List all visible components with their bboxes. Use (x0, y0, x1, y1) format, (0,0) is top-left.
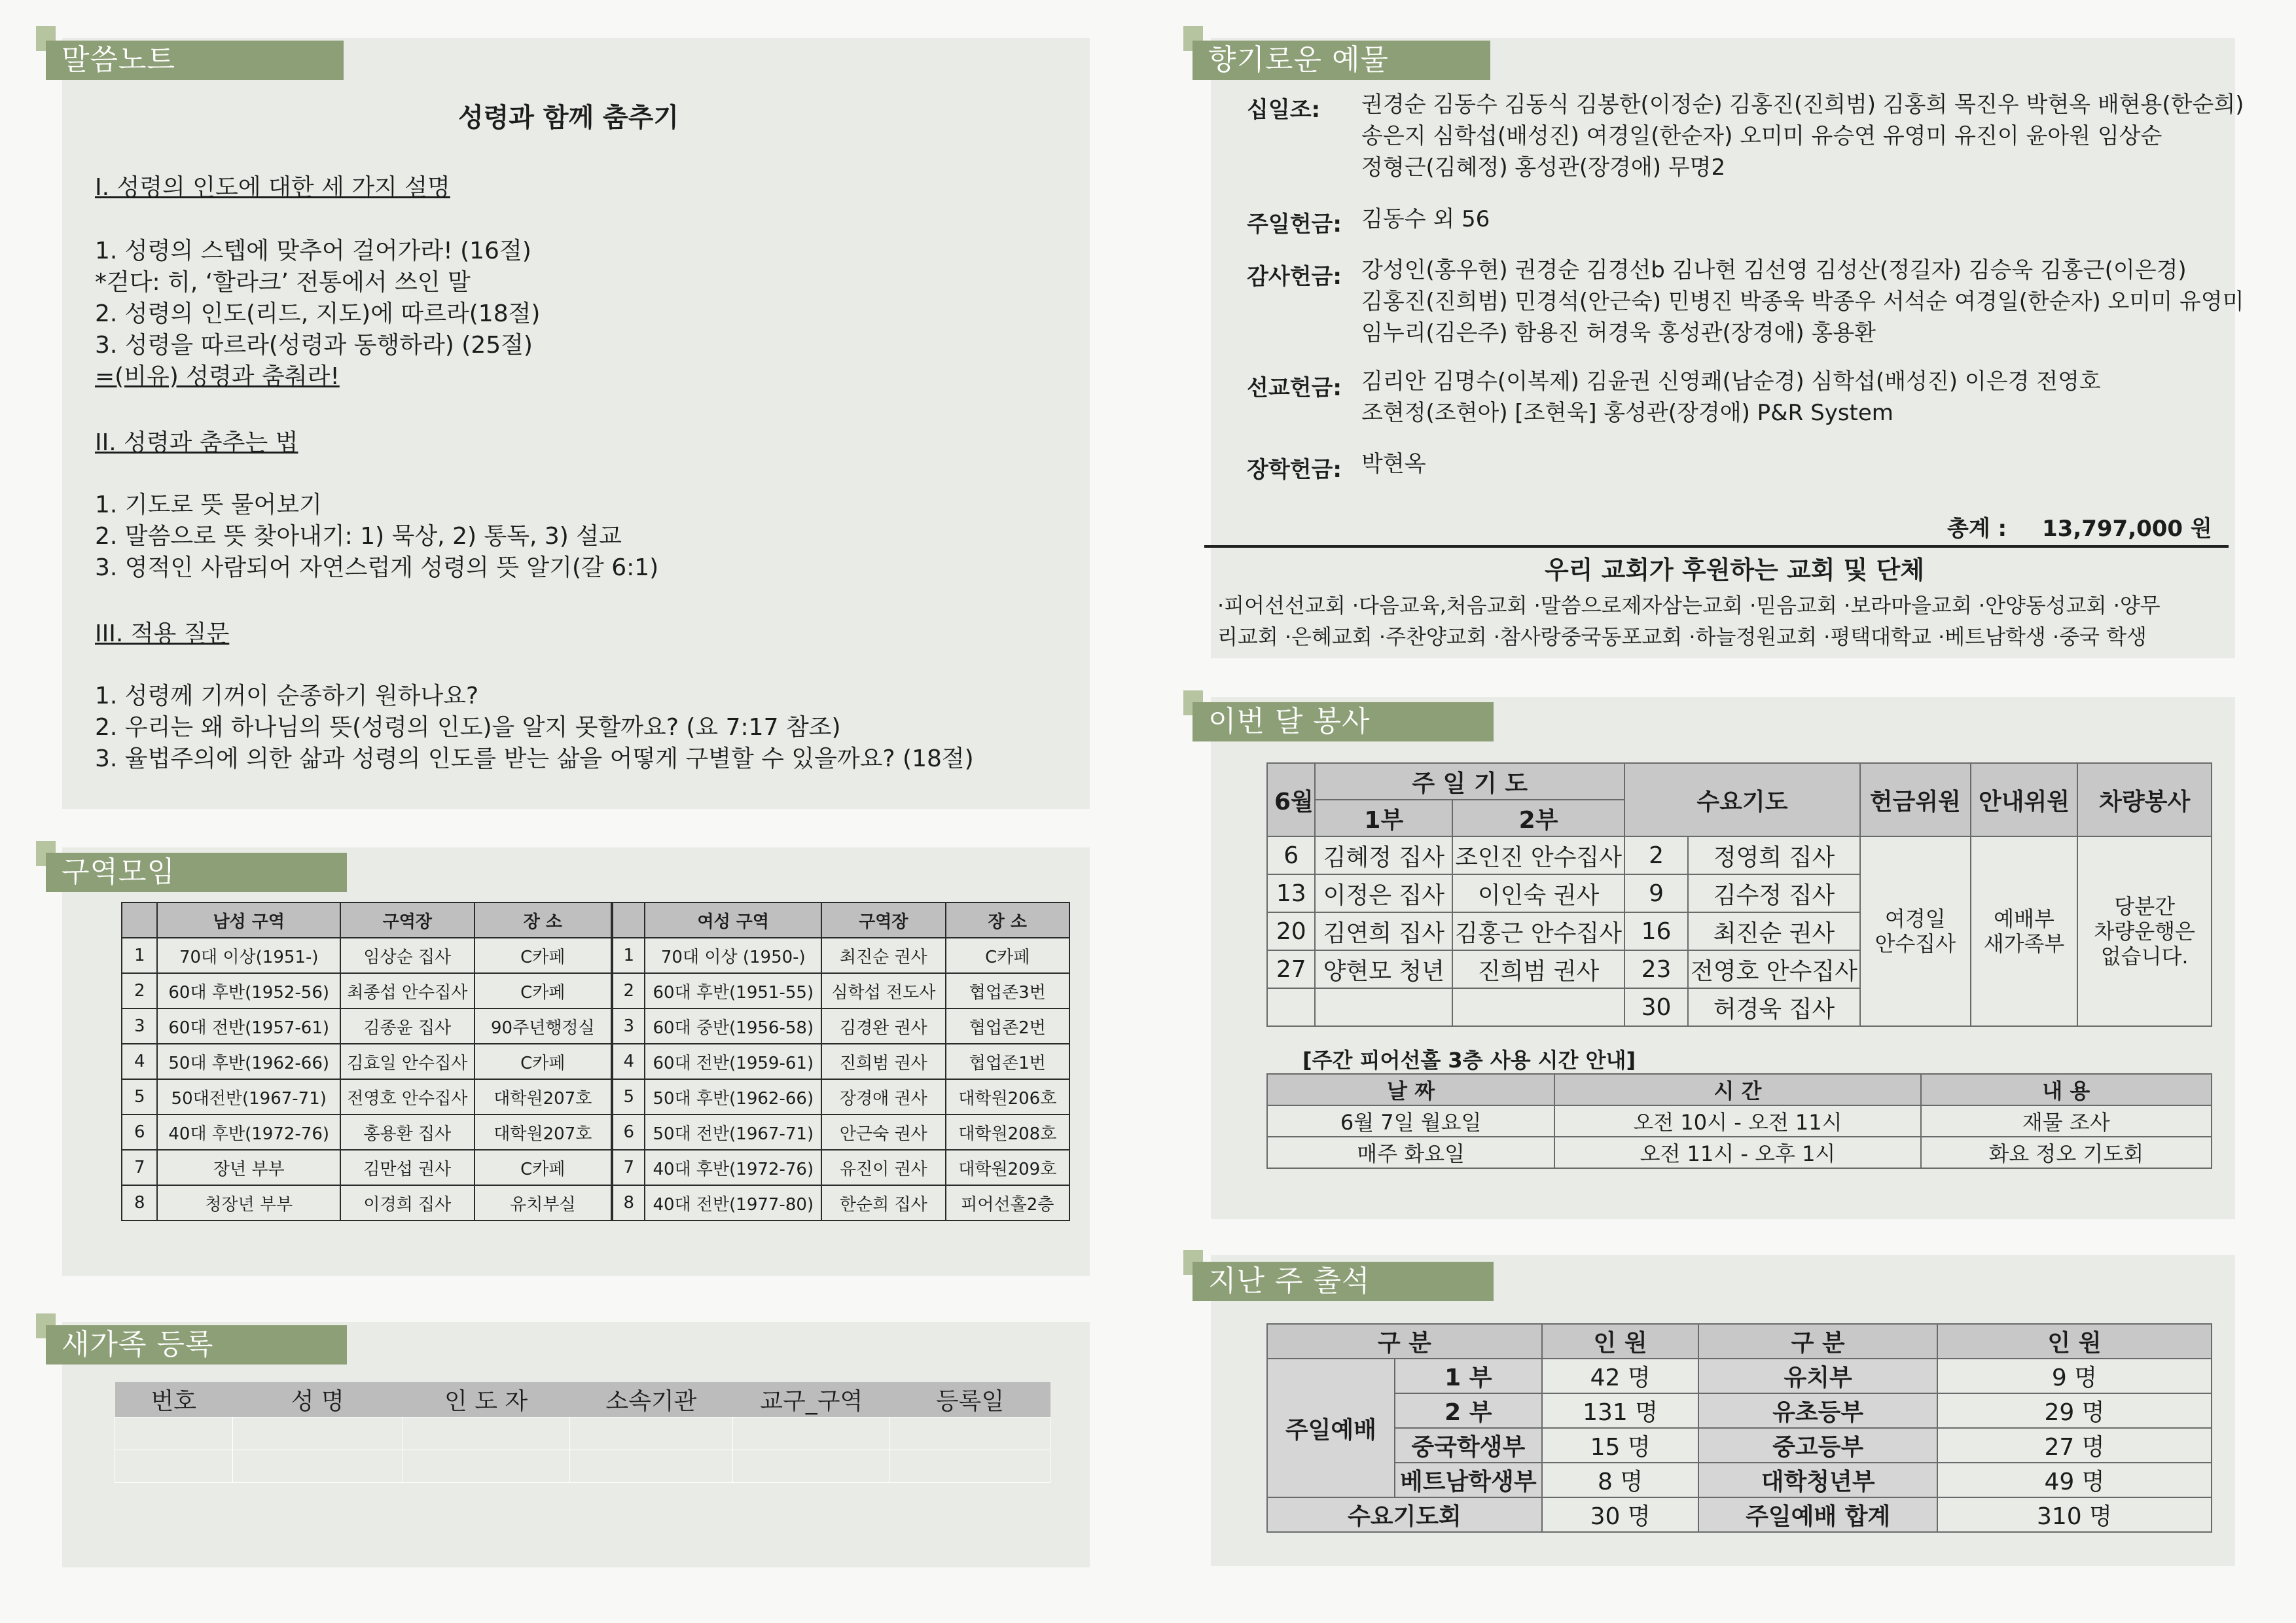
cell: 김연희 집사 (1315, 912, 1452, 950)
cell: 한순희 집사 (821, 1185, 946, 1221)
cell-line: 차량운행은 (2094, 919, 2195, 944)
col-guide: 인 도 자 (444, 1388, 528, 1415)
scholarship-offering-names: 박현옥 (1361, 451, 1426, 477)
cell: 대학원208호 (946, 1115, 1069, 1150)
scholarship-offering-label: 장학헌금: (1247, 457, 1342, 483)
cell: 피어선홀2층 (946, 1185, 1069, 1221)
cell: 김경완 권사 (821, 1008, 946, 1044)
cell: 8 (122, 1185, 157, 1221)
col-category: 구 분 (1698, 1324, 1937, 1359)
newfamily-table (115, 1382, 1050, 1483)
cell: 진희범 권사 (1452, 950, 1624, 988)
sermon-sec3-heading: III. 적용 질문 (95, 620, 230, 647)
total-value: 13,797,000 원 (2042, 516, 2212, 542)
newfamily-header: 새가족 등록 (46, 1325, 347, 1364)
table-row (122, 1008, 611, 1044)
cell: 8 명 (1542, 1463, 1699, 1497)
thanks-offering-names: 김홍진(진희범) 민경석(안근숙) 민병진 박종욱 박종우 서석순 여경일(한순자) 오미미 유영미 (1361, 289, 2244, 315)
tithe-names: 권경순 김동수 김동식 김봉한(이정순) 김홍진(진희범) 김홍희 목진우 박현옥 배현용(한순희) (1361, 92, 2244, 118)
tithe-names: 정형근(김혜정) 홍성관(장경애) 무명2 (1361, 154, 1726, 181)
part2-header: 2부 (1452, 800, 1624, 836)
service-header: 이번 달 봉사 (1193, 702, 1494, 741)
cell: 유치부실 (475, 1185, 611, 1221)
cell: 2 (613, 973, 645, 1008)
table-row (122, 1115, 611, 1150)
sermon-sec3-item: 2. 우리는 왜 하나님의 뜻(성령의 인도)을 알지 못할까요? (요 7:17 참조) (95, 714, 841, 741)
cell: 90주년행정실 (475, 1008, 611, 1044)
table-row (1267, 836, 2212, 874)
sunday-total-count: 310 명 (1937, 1497, 2212, 1532)
cell: 27 (1267, 950, 1315, 988)
tithe-label: 십일조: (1247, 97, 1321, 123)
table-row (1267, 1428, 2212, 1463)
attendance-header: 지난 주 출석 (1193, 1262, 1494, 1301)
usher-value (1971, 836, 2078, 1026)
cell: 6 (613, 1115, 645, 1150)
table-row (613, 1115, 1069, 1150)
offering-committee-header: 헌금위원 (1860, 763, 1971, 836)
divider (1204, 545, 2229, 548)
cell-line: 새가족부 (1983, 931, 2065, 956)
hall-schedule-table (1266, 1073, 2212, 1169)
table-row (1267, 1137, 2212, 1168)
cell: 전영호 안수집사 (340, 1079, 475, 1115)
cell: 5 (613, 1079, 645, 1115)
col-date: 날 짜 (1267, 1074, 1554, 1105)
cell: 7 (122, 1150, 157, 1185)
col-content: 내 용 (1921, 1074, 2212, 1105)
cell: 6 (1267, 836, 1315, 874)
cell: 9 (1624, 874, 1688, 912)
cell: 1 부 (1395, 1359, 1542, 1393)
cell: 조인진 안수집사 (1452, 836, 1624, 874)
cell: 27 명 (1937, 1428, 2212, 1463)
thanks-offering-names: 강성인(홍우현) 권경순 김경선b 김나현 김선영 김성산(정길자) 김승욱 김홍근(이은경) (1361, 257, 2187, 283)
col-men-group: 남성 구역 (157, 902, 340, 938)
cell: 2 부 (1395, 1393, 1542, 1428)
cell: 30 (1624, 988, 1688, 1026)
cell: 29 명 (1937, 1393, 2212, 1428)
cell: 1 (122, 938, 157, 973)
cell: 재물 조사 (1921, 1105, 2212, 1137)
total-label: 총계 : (1947, 516, 2007, 542)
cell: 50대전반(1967-71) (157, 1079, 340, 1115)
cell: 1 (613, 938, 645, 973)
table-row (1267, 1497, 2212, 1532)
cell: 대학청년부 (1698, 1463, 1937, 1497)
cell: 중국학생부 (1395, 1428, 1542, 1463)
cell: 131 명 (1542, 1393, 1699, 1428)
sunday-offering-names: 김동수 외 56 (1361, 206, 1490, 232)
table-row (122, 1079, 611, 1115)
cell: 23 (1624, 950, 1688, 988)
cell: 이인숙 권사 (1452, 874, 1624, 912)
month-label: 6월 (1267, 763, 1315, 836)
table-row (122, 973, 611, 1008)
cell: 50대 전반(1967-71) (645, 1115, 821, 1150)
sunday-worship-label: 주일예배 (1267, 1359, 1395, 1497)
col-category: 구 분 (1267, 1324, 1542, 1359)
col-time: 시 간 (1554, 1074, 1920, 1105)
cell: 최종섭 안수집사 (340, 973, 475, 1008)
cell: 대학원207호 (475, 1115, 611, 1150)
cell: 김홍근 안수집사 (1452, 912, 1624, 950)
cell: 최진순 권사 (821, 938, 946, 973)
cell: 7 (613, 1150, 645, 1185)
col-number: 번호 (151, 1388, 197, 1415)
table-row (1267, 1393, 2212, 1428)
table-row (613, 1008, 1069, 1044)
cell: 40대 후반(1972-76) (157, 1115, 340, 1150)
support-list: 리교회 ·은혜교회 ·주찬양교회 ·참사랑중국동포교회 ·하늘정원교회 ·평택대학교 ·베트남학생 ·중국 학생 (1217, 624, 2147, 649)
sunday-total-label: 주일예배 합계 (1698, 1497, 1937, 1532)
cell: 유초등부 (1698, 1393, 1937, 1428)
cell: 대학원207호 (475, 1079, 611, 1115)
table-row (122, 938, 611, 973)
table-row (122, 1044, 611, 1079)
sermon-sec2-heading: II. 성령과 춤추는 법 (95, 429, 298, 456)
sermon-sec1-item: 2. 성령의 인도(리드, 지도)에 따르라(18절) (95, 300, 541, 327)
sermon-sec2-item: 2. 말씀으로 뜻 찾아내기: 1) 묵상, 2) 통독, 3) 설교 (95, 523, 622, 550)
cell: 홍용환 집사 (340, 1115, 475, 1150)
table-row (122, 1185, 611, 1221)
cell: 심학섭 전도사 (821, 973, 946, 1008)
cell: 유진이 권사 (821, 1150, 946, 1185)
mission-offering-names: 김리안 김명수(이복제) 김윤권 신영쾌(남순경) 심학섭(배성진) 이은경 전영호 (1361, 368, 2101, 395)
cell-line: 없습니다. (2100, 944, 2189, 969)
sermon-sec1-item: 1. 성령의 스텝에 맞추어 걸어가라! (16절) (95, 238, 531, 264)
cell: 16 (1624, 912, 1688, 950)
cell: 김효일 안수집사 (340, 1044, 475, 1079)
cell: 5 (122, 1079, 157, 1115)
cell: 3 (122, 1008, 157, 1044)
col-org: 소속기관 (605, 1388, 697, 1415)
cell: 안근숙 권사 (821, 1115, 946, 1150)
table-row (115, 1450, 1050, 1483)
table-row (1267, 1359, 2212, 1393)
cell-line: 여경일 (1884, 906, 1946, 931)
cell: 50대 후반(1962-66) (157, 1044, 340, 1079)
service-table (1266, 762, 2212, 1027)
table-row (613, 938, 1069, 973)
col-place: 장 소 (475, 902, 611, 938)
cell: 2 (1624, 836, 1688, 874)
sermon-sec1-item: *걷다: 히, ‘할라크’ 전통에서 쓰인 말 (95, 269, 471, 296)
sermon-title: 성령과 함께 춤추기 (458, 103, 679, 133)
cell: 유치부 (1698, 1359, 1937, 1393)
cell: 15 명 (1542, 1428, 1699, 1463)
cell: 장경애 권사 (821, 1079, 946, 1115)
cell: 40대 전반(1977-80) (645, 1185, 821, 1221)
sermon-sec2-item: 1. 기도로 뜻 물어보기 (95, 491, 322, 518)
cell: 오전 10시 - 오전 11시 (1554, 1105, 1920, 1137)
cell: C카페 (475, 1044, 611, 1079)
cell: C카페 (475, 973, 611, 1008)
cell: 20 (1267, 912, 1315, 950)
col-number (613, 902, 645, 938)
cell: 진희범 권사 (821, 1044, 946, 1079)
sermon-header: 말씀노트 (46, 41, 344, 80)
cell-line: 예배부 (1994, 906, 2054, 931)
cell: 김수정 집사 (1688, 874, 1860, 912)
cell: 양현모 청년 (1315, 950, 1452, 988)
sermon-sec3-item: 3. 율법주의에 의한 삶과 성령의 인도를 받는 삶을 어떻게 구별할 수 있을까요? (18절) (95, 745, 974, 772)
cell: 60대 후반(1952-56) (157, 973, 340, 1008)
col-count: 인 원 (1937, 1324, 2212, 1359)
sermon-sec1-conclusion: =(비유) 성령과 춤춰라! (95, 363, 340, 390)
cell: 임상순 집사 (340, 938, 475, 973)
cell: 70대 이상(1951-) (157, 938, 340, 973)
support-list: ·피어선선교회 ·다음교육,처음교회 ·말씀으로제자삼는교회 ·믿음교회 ·보라마을교회 ·안양동성교회 ·양무 (1217, 593, 2161, 618)
district-table-men (121, 902, 612, 1221)
sermon-sec3-item: 1. 성령께 기꺼이 순종하기 원하나요? (95, 683, 479, 709)
col-place: 장 소 (946, 902, 1069, 938)
district-header: 구역모임 (46, 853, 347, 892)
cell: 오전 11시 - 오후 1시 (1554, 1137, 1920, 1168)
sunday-offering-label: 주일헌금: (1247, 211, 1342, 238)
table-row (613, 1150, 1069, 1185)
table-row (122, 1150, 611, 1185)
car-service-header: 차량봉사 (2077, 763, 2212, 836)
cell: 6 (122, 1115, 157, 1150)
cell: 김만섭 권사 (340, 1150, 475, 1185)
cell: 60대 후반(1951-55) (645, 973, 821, 1008)
col-leader: 구역장 (340, 902, 475, 938)
cell: 49 명 (1937, 1463, 2212, 1497)
col-leader: 구역장 (821, 902, 946, 938)
cell: 김혜정 집사 (1315, 836, 1452, 874)
table-row (1267, 1463, 2212, 1497)
thanks-offering-label: 감사헌금: (1247, 264, 1342, 290)
cell: 60대 전반(1957-61) (157, 1008, 340, 1044)
cell: 대학원206호 (946, 1079, 1069, 1115)
col-district: 교구_구역 (760, 1388, 863, 1415)
col-name: 성 명 (291, 1388, 344, 1415)
table-row (613, 973, 1069, 1008)
cell: 정영희 집사 (1688, 836, 1860, 874)
cell: 김종윤 집사 (340, 1008, 475, 1044)
cell: 청장년 부부 (157, 1185, 340, 1221)
support-title: 우리 교회가 후원하는 교회 및 단체 (1545, 556, 1925, 584)
wed-prayer-count: 30 명 (1542, 1497, 1699, 1532)
wed-prayer-label: 수요기도회 (1267, 1497, 1542, 1532)
cell: C카페 (946, 938, 1069, 973)
tithe-names: 송은지 심학섭(배성진) 여경일(한순자) 오미미 유승연 유영미 유진이 윤아원 임상순 (1361, 123, 2162, 149)
sermon-sec1-item: 3. 성령을 따르라(성령과 동행하라) (25절) (95, 332, 533, 359)
cell: 이경희 집사 (340, 1185, 475, 1221)
cell: 50대 후반(1962-66) (645, 1079, 821, 1115)
cell-line: 당분간 (2114, 894, 2176, 919)
hall-schedule-title: [주간 피어선홀 3층 사용 시간 안내] (1302, 1048, 1636, 1073)
col-date: 등록일 (935, 1388, 1005, 1415)
district-table-women (612, 902, 1070, 1221)
cell: 이정은 집사 (1315, 874, 1452, 912)
table-row (613, 1079, 1069, 1115)
cell: 13 (1267, 874, 1315, 912)
cell: 2 (122, 973, 157, 1008)
cell: 42 명 (1542, 1359, 1699, 1393)
cell: C카페 (475, 1150, 611, 1185)
part1-header: 1부 (1315, 800, 1452, 836)
cell: 장년 부부 (157, 1150, 340, 1185)
table-row (115, 1418, 1050, 1450)
table-row (613, 1185, 1069, 1221)
cell: 60대 전반(1959-61) (645, 1044, 821, 1079)
cell: 40대 후반(1972-76) (645, 1150, 821, 1185)
cell: 70대 이상 (1950-) (645, 938, 821, 973)
cell: 허경욱 집사 (1688, 988, 1860, 1026)
sermon-sec1-heading: I. 성령의 인도에 대한 세 가지 설명 (95, 174, 450, 201)
cell: 화요 정오 기도회 (1921, 1137, 2212, 1168)
cell: 협업존1번 (946, 1044, 1069, 1079)
cell: 전영호 안수집사 (1688, 950, 1860, 988)
cell: 4 (613, 1044, 645, 1079)
mission-offering-label: 선교헌금: (1247, 375, 1342, 401)
cell: 3 (613, 1008, 645, 1044)
cell: 9 명 (1937, 1359, 2212, 1393)
thanks-offering-names: 임누리(김은주) 함용진 허경욱 홍성관(장경애) 홍용환 (1361, 320, 1876, 346)
col-women-group: 여성 구역 (645, 902, 821, 938)
col-number (122, 902, 157, 938)
cell: 8 (613, 1185, 645, 1221)
car-service-value (2077, 836, 2212, 1026)
cell: 60대 중반(1956-58) (645, 1008, 821, 1044)
mission-offering-names: 조현정(조현아) [조현욱] 홍성관(장경애) P&R System (1361, 400, 1893, 426)
cell-line: 안수집사 (1874, 931, 1956, 956)
col-count: 인 원 (1542, 1324, 1699, 1359)
cell: 4 (122, 1044, 157, 1079)
offering-header: 향기로운 예물 (1193, 41, 1490, 80)
cell: 협업존3번 (946, 973, 1069, 1008)
attendance-table (1266, 1323, 2212, 1533)
sermon-sec2-item: 3. 영적인 사람되어 자연스럽게 성령의 뜻 알기(갈 6:1) (95, 554, 659, 581)
wed-prayer-header: 수요기도 (1624, 763, 1860, 836)
cell: 최진순 권사 (1688, 912, 1860, 950)
cell: 베트남학생부 (1395, 1463, 1542, 1497)
usher-header: 안내위원 (1971, 763, 2078, 836)
table-row (1267, 1105, 2212, 1137)
table-row (613, 1044, 1069, 1079)
cell: 매주 화요일 (1267, 1137, 1554, 1168)
cell: 협업존2번 (946, 1008, 1069, 1044)
cell: C카페 (475, 938, 611, 973)
sunday-prayer-header: 주 일 기 도 (1315, 763, 1624, 800)
cell: 중고등부 (1698, 1428, 1937, 1463)
offering-committee-value (1860, 836, 1971, 1026)
cell: 6월 7일 월요일 (1267, 1105, 1554, 1137)
cell: 대학원209호 (946, 1150, 1069, 1185)
